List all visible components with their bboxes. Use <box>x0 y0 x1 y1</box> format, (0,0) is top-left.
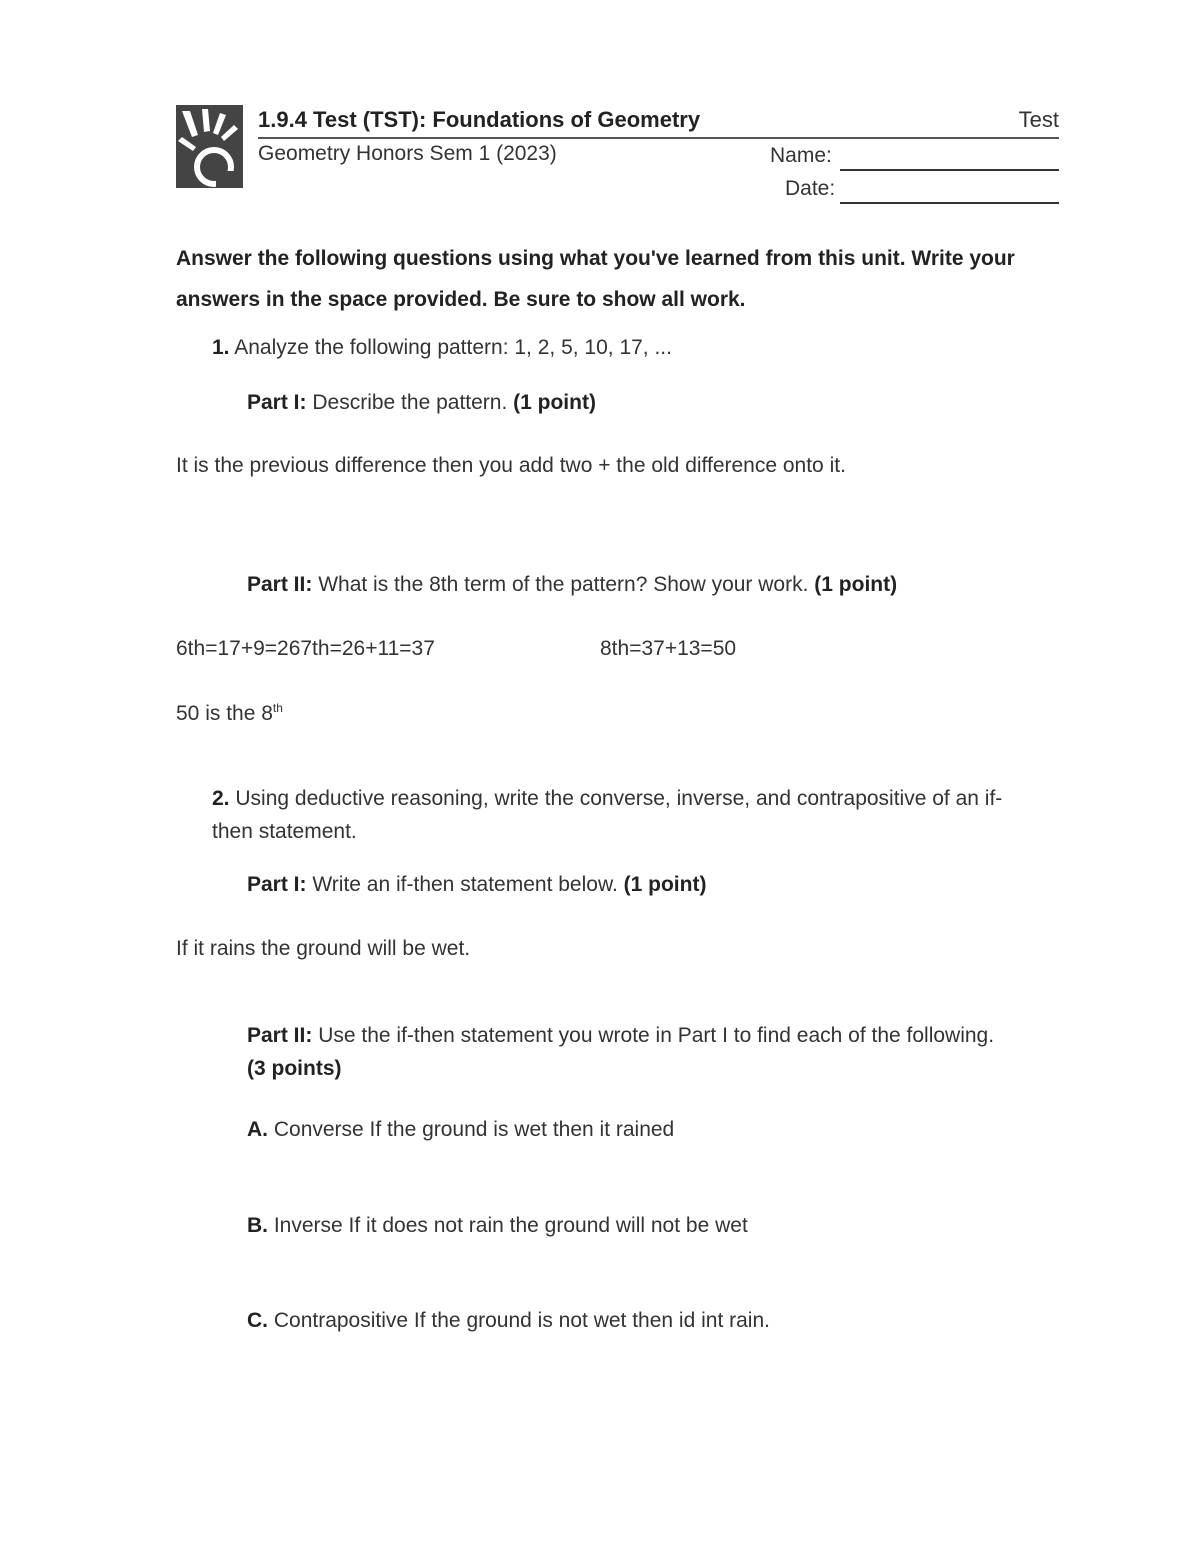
question-number: 2. <box>212 787 230 810</box>
question-prompt: Analyze the following pattern: 1, 2, 5, 10, 17, ... <box>234 336 672 359</box>
item-letter: C. <box>247 1309 268 1332</box>
answer-text: 50 is the 8 <box>176 702 273 725</box>
q1-part2-work-a: 6th=17+9=267th=26+11=37 <box>176 637 435 660</box>
title-divider <box>258 137 1059 139</box>
q2-part2-prompt <box>247 1019 1007 1085</box>
test-title: 1.9.4 Test (TST): Foundations of Geometry <box>258 107 701 132</box>
sunburst-logo-icon <box>176 105 243 188</box>
question-prompt: Using deductive reasoning, write the converse, inverse, and contrapositive of an if-then statement. <box>212 787 1003 843</box>
item-letter: A. <box>247 1118 268 1141</box>
part-text: What is the 8th term of the pattern? Show your work. <box>318 573 809 596</box>
name-field[interactable] <box>840 169 1059 171</box>
part-points: (1 point) <box>814 573 898 596</box>
answer-superscript: th <box>272 701 283 715</box>
name-label: Name: <box>770 144 832 167</box>
part-points: (1 point) <box>623 873 707 896</box>
part-text: Describe the pattern. <box>312 391 508 414</box>
question-number: 1. <box>212 336 230 359</box>
instructions: Answer the following questions using what you've learned from this unit. Write your answers in the space provided. Be sure to show all work. <box>176 247 1015 311</box>
q2-item-converse <box>247 1118 674 1142</box>
q1-part2-work-b: 8th=37+13=50 <box>600 637 737 660</box>
q2-item-inverse <box>247 1214 748 1238</box>
part-label: Part I: <box>247 873 307 896</box>
part-text: Use the if-then statement you wrote in Part I to find each of the following. <box>318 1024 995 1047</box>
q1-part2-prompt <box>247 573 897 597</box>
q2-part1-prompt <box>247 873 706 897</box>
item-text: Inverse If it does not rain the ground will not be wet <box>273 1214 748 1237</box>
item-letter: B. <box>247 1214 268 1237</box>
part-label: Part II: <box>247 1024 313 1047</box>
date-label: Date: <box>785 177 836 200</box>
q2-part1-answer: If it rains the ground will be wet. <box>176 937 471 960</box>
part-text: Write an if-then statement below. <box>312 873 618 896</box>
course-name: Geometry Honors Sem 1 (2023) <box>258 142 557 165</box>
q1-part1-answer: It is the previous difference then you add two + the old difference onto it. <box>176 454 846 477</box>
q2-item-contrapositive <box>247 1309 770 1333</box>
q1-part1-prompt <box>247 391 596 415</box>
question-2 <box>212 782 1042 848</box>
item-text: Converse If the ground is wet then it rained <box>273 1118 675 1141</box>
item-text: Contrapositive If the ground is not wet then id int rain. <box>273 1309 770 1332</box>
part-points: (3 points) <box>247 1057 342 1080</box>
q1-part2-answer <box>176 701 283 726</box>
part-points: (1 point) <box>513 391 596 414</box>
part-label: Part I: <box>247 391 307 414</box>
date-field[interactable] <box>840 202 1059 204</box>
question-1 <box>212 336 672 360</box>
document-type: Test <box>1018 107 1059 132</box>
part-label: Part II: <box>247 573 313 596</box>
